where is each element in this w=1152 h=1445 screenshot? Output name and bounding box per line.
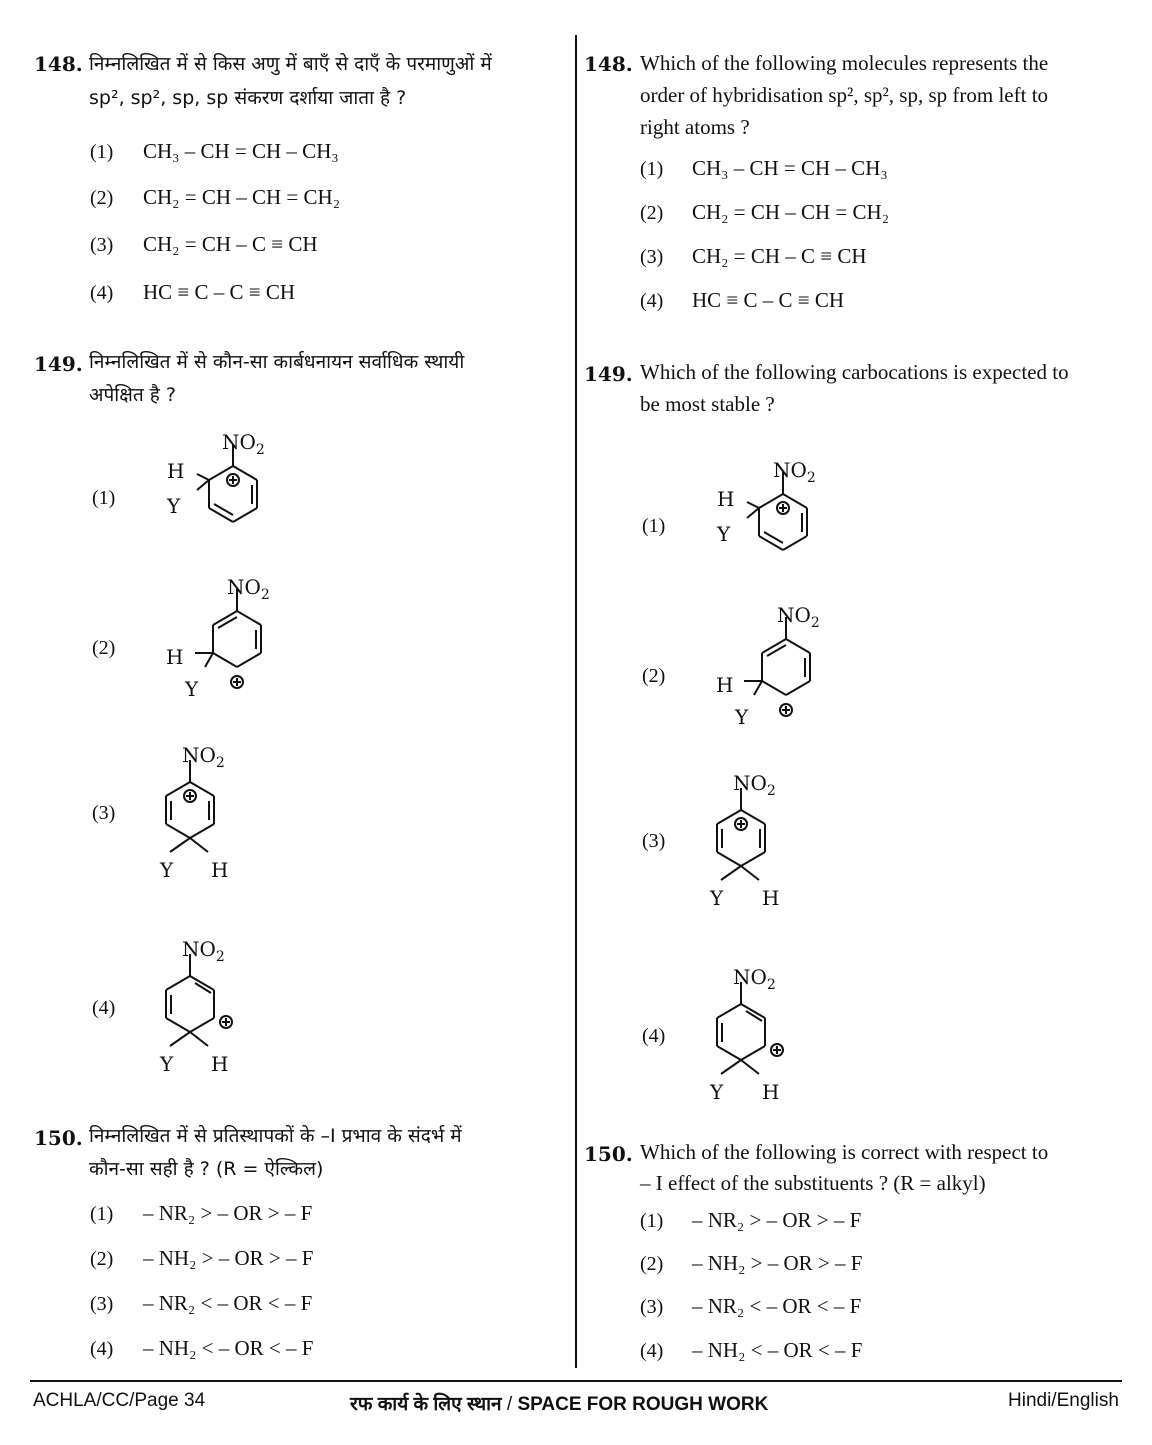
option-number: (4)	[90, 1338, 114, 1360]
option-number: (1)	[640, 1210, 664, 1232]
option-number: (3)	[640, 246, 664, 268]
structure-option-3	[166, 760, 214, 852]
option-number: (1)	[642, 515, 666, 537]
y-label: Y	[167, 494, 181, 518]
option-text: CH₂ = CH – CH = CH₂	[143, 185, 341, 209]
question-text: be most stable ?	[640, 392, 775, 416]
y-label: Y	[710, 1080, 724, 1104]
option-number: (4)	[640, 1340, 664, 1362]
question-text: right atoms ?	[640, 115, 750, 139]
no2-label: $NO_2$	[733, 965, 776, 993]
option-text: – NH₂ < – OR < – F	[143, 1336, 314, 1360]
option-number: (2)	[90, 1248, 114, 1270]
option-number: (1)	[640, 158, 664, 180]
structure-option-2	[744, 617, 810, 716]
question-text: निम्नलिखित में से कौन-सा कार्बधनायन सर्वाधिक स्थायी	[89, 351, 465, 373]
question-number: 149.	[584, 362, 633, 386]
language-label: Hindi/English	[1008, 1390, 1119, 1411]
structure-option-4	[166, 954, 232, 1046]
rough-work-english: SPACE FOR ROUGH WORK	[517, 1394, 769, 1415]
option-number: (4)	[642, 1025, 666, 1047]
option-number: (3)	[90, 234, 114, 256]
rough-work-hindi: रफ कार्य के लिए स्थान	[350, 1394, 502, 1415]
no2-label: $NO_2$	[773, 458, 816, 486]
footer-rule	[30, 1380, 1122, 1382]
option-number: (3)	[90, 1293, 114, 1315]
option-number: (2)	[92, 637, 116, 659]
option-text: CH₂ = CH – C ≡ CH	[692, 244, 867, 268]
no2-label: $NO_2$	[222, 430, 265, 458]
no2-label: $NO_2$	[777, 603, 820, 631]
option-number: (2)	[642, 665, 666, 687]
option-text: HC ≡ C – C ≡ CH	[692, 288, 845, 312]
option-number: (1)	[92, 487, 116, 509]
y-label: Y	[717, 522, 731, 546]
option-number: (1)	[90, 141, 114, 163]
no2-label: $NO_2$	[182, 743, 225, 771]
option-number: (2)	[640, 202, 664, 224]
question-text: कौन-सा सही है ? (R = ऐल्किल)	[89, 1158, 324, 1180]
h-label: H	[166, 645, 184, 669]
y-label: Y	[710, 886, 724, 910]
option-number: (3)	[92, 802, 116, 824]
question-number: 149.	[34, 352, 83, 376]
structure-option-2	[195, 589, 261, 688]
no2-label: $NO_2$	[733, 771, 776, 799]
option-number: (4)	[90, 282, 114, 304]
question-text: Which of the following carbocations is expected to	[640, 360, 1069, 384]
question-text: निम्नलिखित में से प्रतिस्थापकों के –I प्रभाव के संदर्भ में	[89, 1125, 462, 1147]
option-text: – NH₂ > – OR > – F	[692, 1251, 863, 1275]
option-number: (1)	[90, 1203, 114, 1225]
structure-option-4	[717, 982, 783, 1074]
h-label: H	[717, 487, 735, 511]
h-label: H	[762, 1080, 780, 1104]
option-text: CH₂ = CH – CH = CH₂	[692, 200, 890, 224]
option-number: (3)	[640, 1296, 664, 1318]
option-text: – NR₂ > – OR > – F	[143, 1201, 313, 1225]
option-text: CH₃ – CH = CH – CH₃	[143, 139, 339, 163]
option-number: (4)	[640, 290, 664, 312]
option-text: – NH₂ < – OR < – F	[692, 1338, 863, 1362]
question-text: Which of the following is correct with respect to	[640, 1140, 1049, 1164]
question-text: Which of the following molecules represents the	[640, 51, 1049, 75]
structure-option-3	[717, 788, 765, 880]
option-number: (4)	[92, 997, 116, 1019]
no2-label: $NO_2$	[182, 937, 225, 965]
option-text: CH₃ – CH = CH – CH₃	[692, 156, 888, 180]
option-number: (3)	[642, 830, 666, 852]
y-label: Y	[160, 1052, 174, 1076]
option-text: HC ≡ C – C ≡ CH	[143, 280, 296, 304]
h-label: H	[211, 858, 229, 882]
y-label: Y	[735, 705, 749, 729]
rough-work-label	[350, 1390, 768, 1416]
question-number: 148.	[34, 52, 83, 76]
question-text: sp², sp², sp, sp संकरण दर्शाया जाता है ?	[89, 87, 407, 109]
page-id: ACHLA/CC/Page 34	[33, 1390, 206, 1411]
question-text: order of hybridisation sp², sp², sp, sp from left to	[640, 83, 1049, 107]
option-text: – NR₂ < – OR < – F	[143, 1291, 313, 1315]
option-text: CH₂ = CH – C ≡ CH	[143, 232, 318, 256]
option-text: – NH₂ > – OR > – F	[143, 1246, 314, 1270]
h-label: H	[211, 1052, 229, 1076]
option-number: (2)	[90, 187, 114, 209]
option-text: – NR₂ > – OR > – F	[692, 1208, 862, 1232]
option-text: – NR₂ < – OR < – F	[692, 1294, 862, 1318]
question-number: 150.	[34, 1126, 83, 1150]
question-text: निम्नलिखित में से किस अणु में बाएँ से दाएँ के परमाणुओं में	[89, 53, 492, 75]
question-text: अपेक्षित है ?	[89, 384, 176, 406]
no2-label: $NO_2$	[227, 575, 270, 603]
option-number: (2)	[640, 1253, 664, 1275]
h-label: H	[167, 459, 185, 483]
y-label: Y	[160, 858, 174, 882]
question-number: 150.	[584, 1142, 633, 1166]
question-number: 148.	[584, 52, 633, 76]
question-text: – I effect of the substituents ? (R = alkyl)	[640, 1171, 986, 1195]
separator: /	[501, 1394, 518, 1415]
h-label: H	[716, 673, 734, 697]
y-label: Y	[185, 677, 199, 701]
h-label: H	[762, 886, 780, 910]
